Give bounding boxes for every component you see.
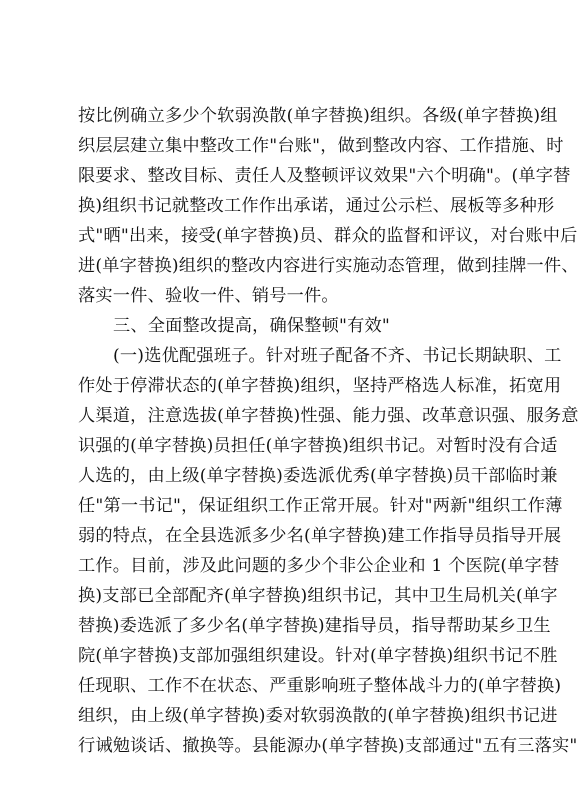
paragraph-line: 进(单字替换)组织的整改内容进行实施动态管理，做到挂牌一件、 — [78, 256, 579, 276]
paragraph-line: 落实一件、验收一件、销号一件。 — [78, 286, 339, 306]
paragraph-line: 任现职、工作不在状态、严重影响班子整体战斗力的(单字替换) — [78, 676, 562, 696]
paragraph-line: 织层层建立集中整改工作"台账"，做到整改内容、工作措施、时 — [78, 136, 564, 156]
paragraph-line: 按比例确立多少个软弱涣散(单字替换)组织。各级(单字替换)组 — [78, 106, 558, 126]
paragraph-line: 式"晒"出来，接受(单字替换)员、群众的监督和评议，对台账中后 — [78, 226, 578, 246]
paragraph-line: 院(单字替换)支部加强组织建设。针对(单字替换)组织书记不胜 — [78, 646, 558, 666]
paragraph-line: 人选的，由上级(单字替换)委选派优秀(单字替换)员干部临时兼 — [78, 466, 558, 486]
paragraph-line: 组织，由上级(单字替换)委对软弱涣散的(单字替换)组织书记进 — [78, 706, 558, 726]
paragraph-line: 任"第一书记"，保证组织工作正常开展。针对"两新"组织工作薄 — [78, 496, 563, 516]
paragraph-line: 识强的(单字替换)员担任(单字替换)组织书记。对暂时没有合适 — [78, 436, 558, 456]
paragraph-line: 行诫勉谈话、撤换等。县能源办(单字替换)支部通过"五有三落实" — [78, 736, 578, 756]
paragraph-line: 换)支部已全部配齐(单字替换)组织书记，其中卫生局机关(单字 — [78, 586, 558, 606]
paragraph-line: (一)选优配强班子。针对班子配备不齐、书记长期缺职、工 — [113, 346, 562, 366]
paragraph-line: 替换)委选派了多少名(单字替换)建指导员，指导帮助某乡卫生 — [78, 616, 551, 636]
section-heading: 三、全面整改提高，确保整顿"有效" — [113, 316, 391, 336]
paragraph-line: 限要求、整改目标、责任人及整顿评议效果"六个明确"。(单字替 — [78, 166, 571, 186]
paragraph-line: 人渠道，注意选拔(单字替换)性强、能力强、改革意识强、服务意 — [78, 406, 579, 426]
paragraph-line: 弱的特点，在全县选派多少名(单字替换)建工作指导员指导开展 — [78, 526, 562, 546]
paragraph-line: 换)组织书记就整改工作作出承诺，通过公示栏、展板等多种形 — [78, 196, 555, 216]
paragraph-line: 作处于停滞状态的(单字替换)组织，坚持严格选人标准，拓宽用 — [78, 376, 562, 396]
paragraph-line: 工作。目前，涉及此问题的多少个非公企业和 1 个医院(单字替 — [78, 556, 560, 576]
